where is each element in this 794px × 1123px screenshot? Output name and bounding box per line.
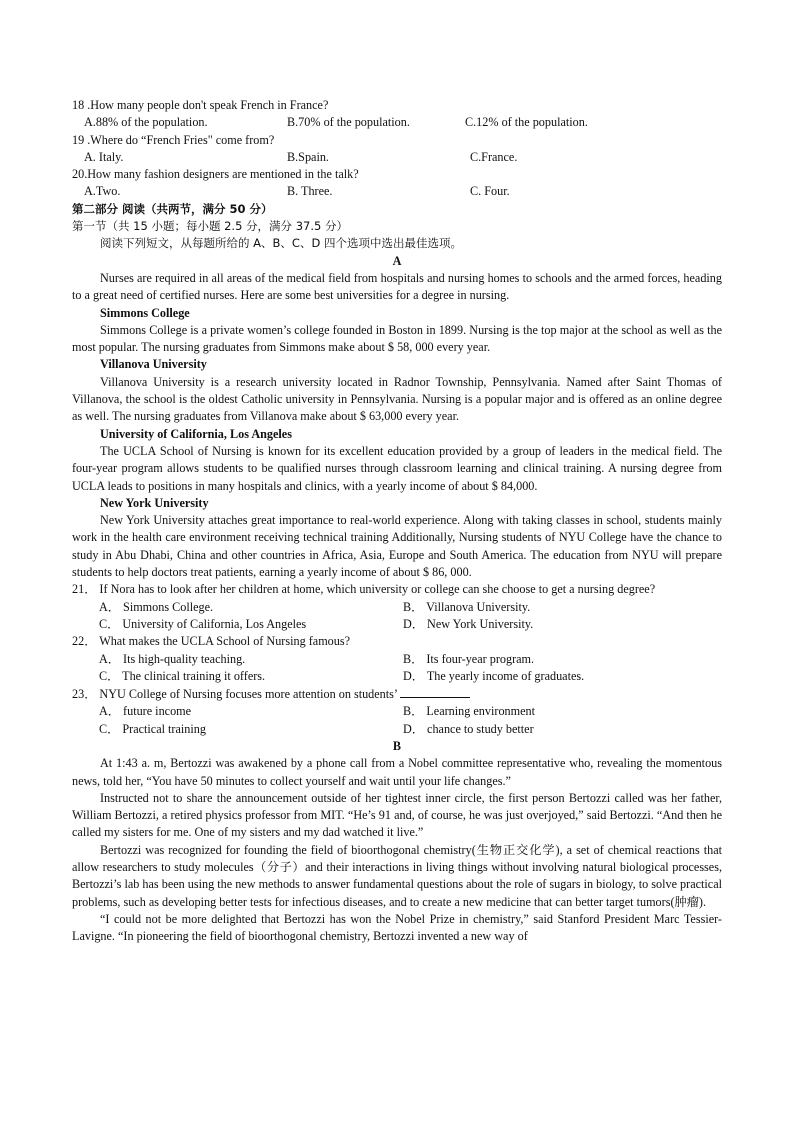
q18-options <box>72 114 722 131</box>
instruction: 阅读下列短文，从每题所给的 A、B、C、D 四个选项中选出最佳选项。 <box>100 236 462 251</box>
q21-option-a: A． Simmons College. <box>99 599 214 614</box>
q23-option-d: D． chance to study better <box>403 721 534 736</box>
q18-option-b: B.70% of the population. <box>287 115 410 130</box>
q22-option-c: C． The clinical training it offers. <box>99 668 266 683</box>
q22-option-a: A． Its high-quality teaching. <box>99 651 246 666</box>
passage-b-paragraph-1: At 1:43 a. m, Bertozzi was awakened by a phone call from a Nobel committee representative who, revealing the momentous news, told her, “You have 50 minutes to collect yourself and wait until your life changes.” <box>72 756 722 788</box>
passage-a-intro: Nurses are required in all areas of the medical field from hospitals and nursing homes to schools and the armed forces, heading to a great need of certified nurses. Here are some best universities for a degree in nursing. <box>72 270 722 303</box>
q20-option-b: B. Three. <box>287 184 333 199</box>
q23-stem-line <box>72 685 722 703</box>
q19-option-a: A. Italy. <box>84 149 124 164</box>
section1-heading: 第一节（共 15 小题；每小题 2.5 分，满分 37.5 分） <box>72 219 348 234</box>
q19-stem: 19 .Where do “French Fries" come from? <box>72 132 275 147</box>
q21-stem: 21． If Nora has to look after her children at home, which university or college can she choose to get a nursing degree? <box>72 582 656 597</box>
q20-option-c: C. Four. <box>470 184 510 199</box>
q23-option-a: A． future income <box>99 704 192 719</box>
q23-options-row2 <box>72 721 722 738</box>
q22-options-row1 <box>72 651 722 668</box>
section-text-nyu: New York University attaches great importance to real-world experience. Along with taking classes in school, students mainly work in the health care environment receiving technical training Additionally, Nursing students of NYU College have the chance to study in Abu Dhabi, China and other countries in Africa, Asia, Europe and South America. The education from NYU will prepare students to help doctors treat patients, earning a yearly income of about $ 86, 000. <box>72 513 722 580</box>
section-title-ucla: University of California, Los Angeles <box>100 426 292 441</box>
q18-stem: 18 .How many people don't speak French in France? <box>72 98 329 112</box>
part2-heading: 第二部分 阅读（共两节，满分 50 分） <box>72 201 273 216</box>
q22-stem: 22． What makes the UCLA School of Nursing famous? <box>72 634 351 649</box>
q23-option-c: C． Practical training <box>99 721 206 736</box>
q23-options-row1 <box>72 703 722 720</box>
answer-blank <box>400 685 470 698</box>
q21-option-d: D． New York University. <box>403 616 534 631</box>
section-text-simmons: Simmons College is a private women’s college founded in Boston in 1899. Nursing is the top major at the school as well as the most popular. The nursing graduates from Simmons make about $ 58, 000 every year. <box>72 322 722 355</box>
q21-options-row1 <box>72 599 722 616</box>
section-title-nyu: New York University <box>100 495 209 510</box>
q19-option-c: C.France. <box>470 149 518 164</box>
q22-option-b: B． Its four-year program. <box>403 651 535 666</box>
q23-option-b: B． Learning environment <box>403 704 535 719</box>
q21-options-row2 <box>72 616 722 633</box>
q20-option-a: A.Two. <box>84 184 121 199</box>
passage-b-paragraph-4: “I could not be more delighted that Bertozzi has won the Nobel Prize in chemistry,” said Stanford President Marc Tessier-Lavigne. “In pioneering the field of bioorthogonal chemistry, Bertozzi invented a new way of <box>72 911 722 944</box>
q18-option-a: A.88% of the population. <box>84 115 208 130</box>
section-title-simmons: Simmons College <box>100 305 190 320</box>
passage-b-label: B <box>392 738 402 753</box>
q21-option-b: B． Villanova University. <box>403 599 531 614</box>
section-text-ucla: The UCLA School of Nursing is known for its excellent education provided by a group of leaders in the medical field. The four-year program allows students to be qualified nurses through classroom learning and clinical training. A nursing degree from UCLA leads to positions in many hospitals and clinics, with a yearly income of about $ 84,000. <box>72 443 722 493</box>
q21-option-c: C． University of California, Los Angeles <box>99 616 307 631</box>
passage-b-paragraph-2: Instructed not to share the announcement outside of her tightest inner circle, the first person Bertozzi called was her father, William Bertozzi, a retired physics professor from MIT. “He’s 91 and, of course, he was just overjoyed,” said Bertozzi. “And then he called my sisters for me. One of my sisters and my dad watched it live.” <box>72 790 722 840</box>
section-text-villanova: Villanova University is a research university located in Radnor Township, Pennsylvania. Named after Saint Thomas of Villanova, the school is the oldest Catholic university in Pennsylvania. Nursing is a popular major and is offered as an online degree as well. The nursing graduates from Villanova make about $ 63,000 every year. <box>72 374 722 424</box>
section-title-villanova: Villanova University <box>100 357 207 372</box>
q20-stem: 20.How many fashion designers are mentioned in the talk? <box>72 167 359 182</box>
passage-a-label: A <box>392 253 402 268</box>
q20-options <box>72 183 722 200</box>
passage-b-paragraph-3: Bertozzi was recognized for founding the field of bioorthogonal chemistry(生物正交化学), a set of chemical reactions that allow researchers to study molecules（分子）and their interactions in living things without involving natural biological processes, Bertozzi’s lab has been using the new methods to answer fundamental questions about the role of sugars in biology, to solve practical problems, such as developing better tests for infectious diseases, and to create a new medicine that can better target tumors(肿瘤). <box>72 842 722 909</box>
q23-stem: 23． NYU College of Nursing focuses more attention on students’ <box>72 687 398 702</box>
q19-option-b: B.Spain. <box>287 149 329 164</box>
q18-option-c: C.12% of the population. <box>465 115 588 130</box>
q22-options-row2 <box>72 668 722 685</box>
q22-option-d: D． The yearly income of graduates. <box>403 668 585 683</box>
exam-page <box>72 97 722 946</box>
q19-options <box>72 149 722 166</box>
